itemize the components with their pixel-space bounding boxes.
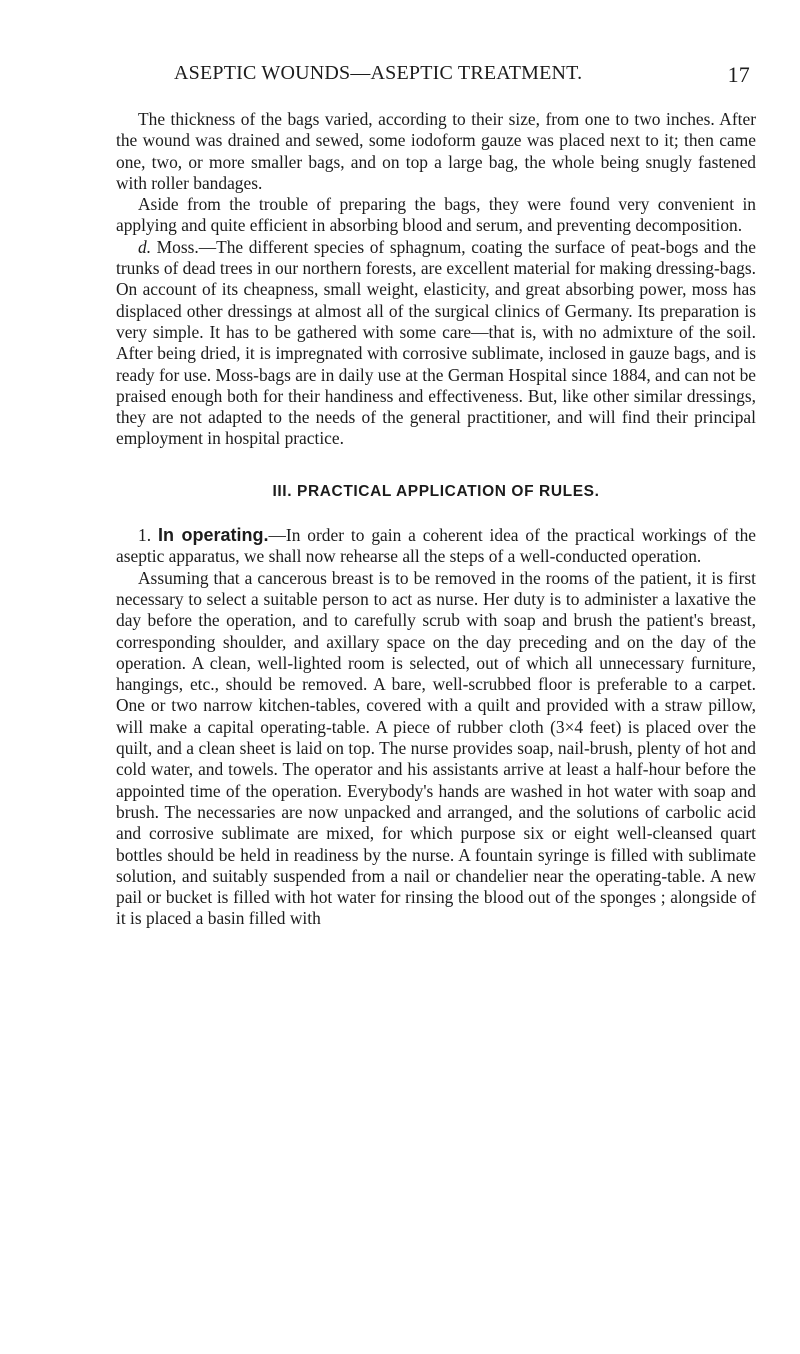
paragraph-moss-text: Moss.—The different species of sphagnum, coating the surface of peat-bogs and the trunks of dead trees in our northern forests, are excellent material for making dressing-bags. On account of its cheapness, small weight, elasticity, and great absorbing power, moss has displaced other dressings at almost all of the surgical clinics of Germany. Its preparation is very simple. It has to be gathered with some care—that is, with no admixture of the soil. After being dried, it is impregnated with corrosive sublimate, inclosed in gauze bags, and is ready for use. Moss-bags are in daily use at the German Hospital since 1884, and can not be praised enough both for their handiness and effectiveness. But, like other similar dressings, they are not adapted to the needs of the general practitioner, and will find their principal employment in hospital practice. [116,236,756,449]
paragraph-operation-preparation: Assuming that a cancerous breast is to be removed in the rooms of the patient, it is first necessary to select a suitable person to act as nurse. Her duty is to administer a laxative the day before the operation, and to carefully scrub with soap and brush the patient's breast, corresponding shoulder, and axillary space on the day preceding and on the day of the operation. A clean, well-lighted room is selected, out of which all unnecessary furniture, hangings, etc., should be removed. A bare, well-scrubbed floor is preferable to a carpet. One or two narrow kitchen-tables, covered with a quilt and provided with a straw pillow, will make a capital operating-table. A piece of rubber cloth (3×4 feet) is placed over the quilt, and a clean sheet is laid on top. The nurse provides soap, nail-brush, plenty of hot and cold water, and towels. The operator and his assistants arrive at least a half-hour before the appointed time of the operation. Everybody's hands are washed in hot water with soap and brush. The necessaries are now unpacked and arranged, and the solutions of carbolic acid and corrosive sublimate are mixed, for which purpose six or eight well-cleansed quart bottles should be held in readiness by the nurse. A fountain syringe is filled with sublimate solution, and suitably suspended from a nail or chandelier near the operating-table. A new pail or bucket is filled with hot water for rinsing the blood out of the sponges ; alongside of it is placed a basin filled with [116,567,756,929]
subsection-letter: d. [138,236,152,257]
paragraph-bag-convenience: Aside from the trouble of preparing the bags, they were found very convenient in applying and quite efficient in absorbing blood and serum, and preventing decomposition. [116,194,756,236]
paragraph-in-operating [116,525,756,568]
run-in-heading: In operating. [157,525,269,546]
paragraph-in-operating-text: —In order to gain a coherent idea of the practical workings of the aseptic apparatus, we shall now rehearse all the steps of a well-conducted operation. [116,525,756,567]
paragraph-bag-thickness: The thickness of the bags varied, according to their size, from one to two inches. After the wound was drained and sewed, some iodoform gauze was placed next to it; then came one, two, or more smaller bags, and on top a large bag, the whole being snugly fastened with roller bandages. [116,109,756,193]
running-head [116,62,756,86]
running-head-title: ASEPTIC WOUNDS—ASEPTIC TREATMENT. [174,62,583,84]
section-heading: III. PRACTICAL APPLICATION OF RULES. [272,482,600,500]
item-number: 1. [138,525,152,546]
paragraph-moss [116,237,756,450]
body-text [116,109,756,930]
page-number: 17 [727,62,750,87]
